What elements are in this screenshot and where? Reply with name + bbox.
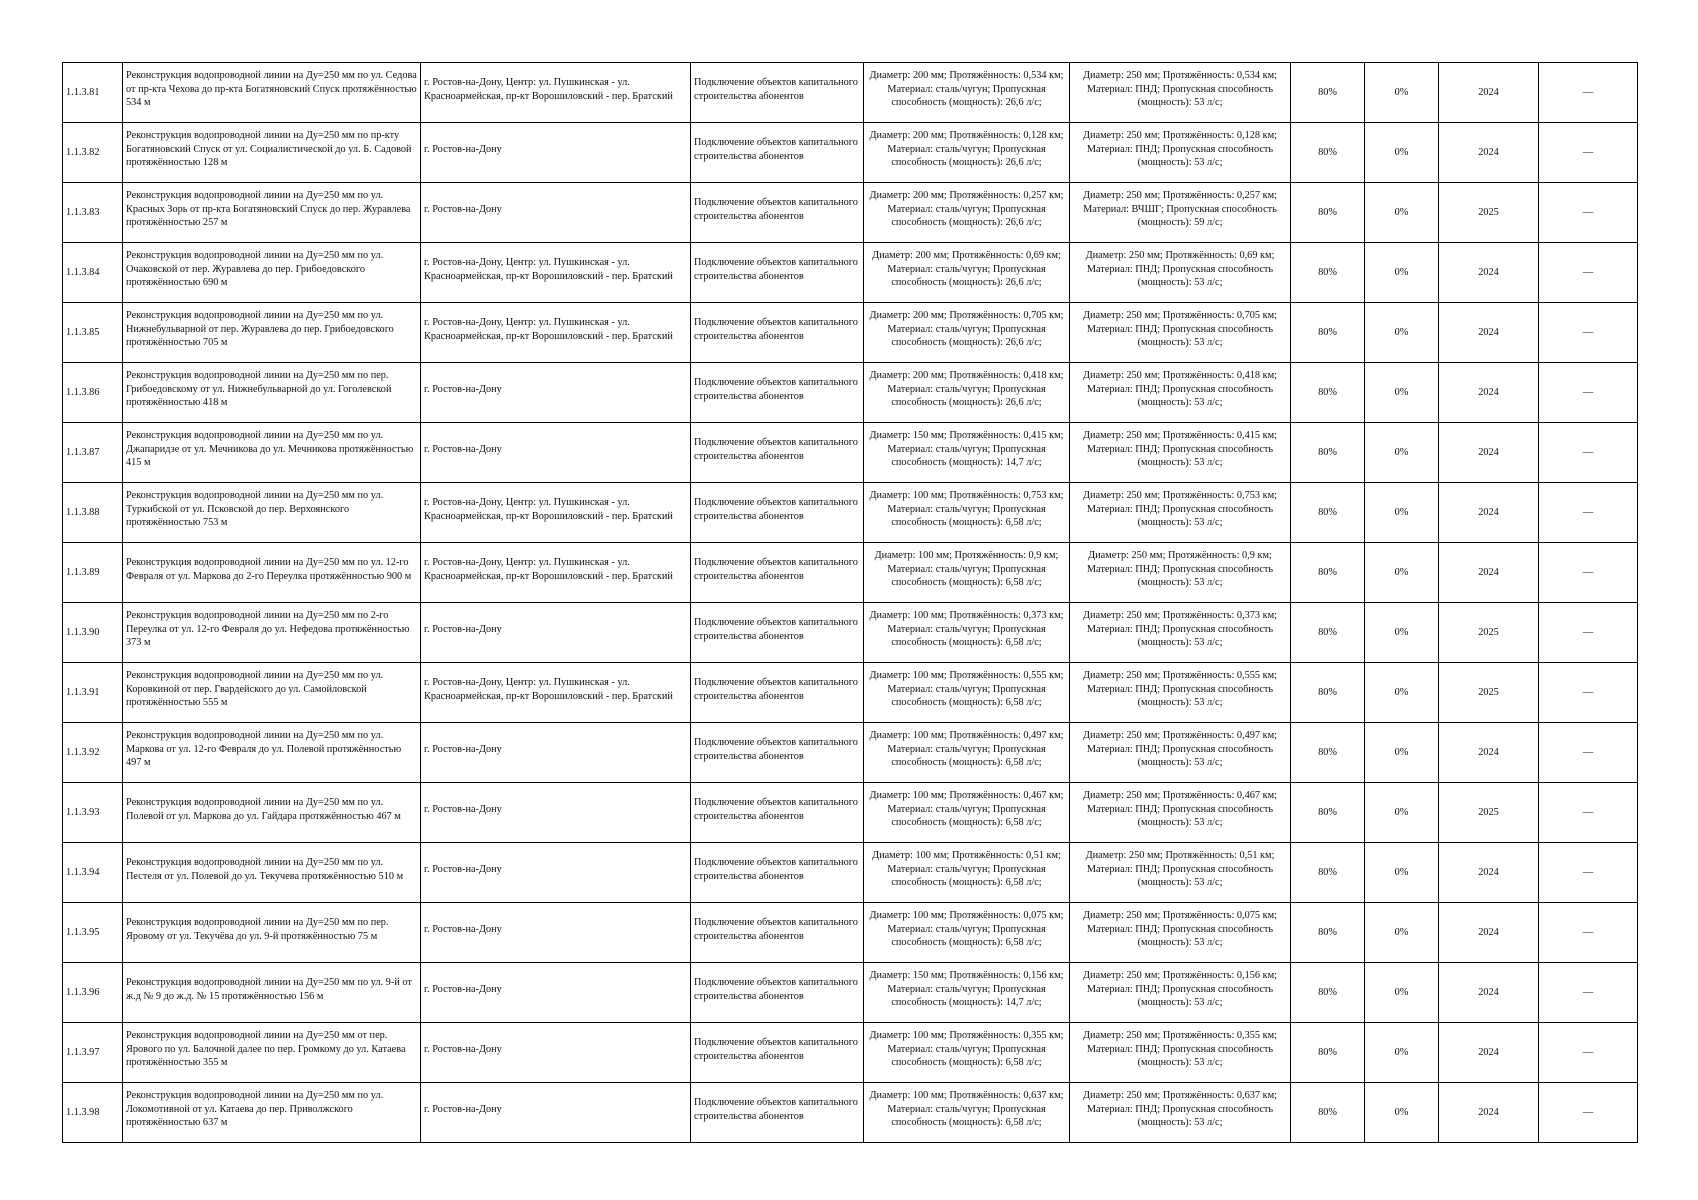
project-name-cell-text: Реконструкция водопроводной линии на Ду=250 мм по 2-го Переулка от ул. 12-го Февраля до ул. Нефедова протяжённостью 373 м — [126, 609, 410, 649]
location-cell — [421, 783, 691, 843]
purpose-cell-text: Подключение объектов капитального строительства абонентов — [694, 616, 858, 642]
after-specs-cell-text: Диаметр: 250 мм; Протяжённость: 0,373 км; Материал: ПНД; Пропускная способность (мощность): 53 л/с; — [1082, 609, 1278, 649]
wear-before-cell: 80% — [1291, 843, 1365, 903]
table-row — [63, 363, 1638, 423]
after-specs-cell-text: Диаметр: 250 мм; Протяжённость: 0,555 км; Материал: ПНД; Пропускная способность (мощность): 53 л/с; — [1082, 669, 1278, 709]
item-number-cell: 1.1.3.84 — [63, 243, 123, 303]
location-cell-text: г. Ростов-на-Дону — [424, 803, 502, 815]
before-specs-cell — [864, 183, 1070, 243]
location-cell-text: г. Ростов-на-Дону — [424, 1103, 502, 1115]
before-specs-cell — [864, 903, 1070, 963]
after-specs-cell-text: Диаметр: 250 мм; Протяжённость: 0,355 км; Материал: ПНД; Пропускная способность (мощность): 53 л/с; — [1082, 1029, 1278, 1069]
before-specs-cell — [864, 723, 1070, 783]
year-cell: 2024 — [1439, 123, 1539, 183]
wear-before-cell: 80% — [1291, 303, 1365, 363]
project-name-cell-text: Реконструкция водопроводной линии на Ду=250 мм по ул. Маркова от ул. 12-го Февраля до ул. Полевой протяжённостью 497 м — [126, 729, 402, 769]
after-specs-cell — [1070, 303, 1291, 363]
wear-before-cell: 80% — [1291, 243, 1365, 303]
after-specs-cell — [1070, 1023, 1291, 1083]
before-specs-cell-text: Диаметр: 150 мм; Протяжённость: 0,156 км; Материал: сталь/чугун; Пропускная способность (мощность): 14,7 л/с; — [869, 969, 1064, 1009]
after-specs-cell — [1070, 1083, 1291, 1143]
purpose-cell-text: Подключение объектов капитального строительства абонентов — [694, 76, 858, 102]
wear-after-cell: 0% — [1365, 663, 1439, 723]
location-cell-text: г. Ростов-на-Дону — [424, 1043, 502, 1055]
note-cell: — — [1539, 123, 1638, 183]
after-specs-cell — [1070, 903, 1291, 963]
wear-after-cell: 0% — [1365, 603, 1439, 663]
purpose-cell — [691, 123, 864, 183]
purpose-cell-text: Подключение объектов капитального строительства абонентов — [694, 856, 858, 882]
after-specs-cell-text: Диаметр: 250 мм; Протяжённость: 0,9 км; Материал: ПНД; Пропускная способность (мощность): 53 л/с; — [1086, 549, 1274, 589]
project-name-cell — [123, 783, 421, 843]
location-cell-text: г. Ростов-на-Дону, Центр: ул. Пушкинская - ул. Красноармейская, пр-кт Ворошиловский - пер. Братский — [424, 316, 673, 342]
project-name-cell-text: Реконструкция водопроводной линии на Ду=250 мм по ул. Полевой от ул. Маркова до ул. Гайдара протяжённостью 467 м — [126, 796, 401, 822]
project-name-cell — [123, 963, 421, 1023]
wear-before-cell: 80% — [1291, 363, 1365, 423]
before-specs-cell — [864, 303, 1070, 363]
table-row — [63, 843, 1638, 903]
year-cell: 2024 — [1439, 1083, 1539, 1143]
location-cell — [421, 843, 691, 903]
location-cell — [421, 1083, 691, 1143]
project-name-cell — [123, 603, 421, 663]
purpose-cell — [691, 243, 864, 303]
purpose-cell — [691, 1083, 864, 1143]
project-name-cell-text: Реконструкция водопроводной линии на Ду=250 мм по пр-кту Богатяновский Спуск от ул. Социалистической до ул. Б. Садовой протяжённостью 128 м — [126, 129, 412, 169]
note-cell: — — [1539, 363, 1638, 423]
project-name-cell — [123, 423, 421, 483]
before-specs-cell-text: Диаметр: 200 мм; Протяжённость: 0,418 км; Материал: сталь/чугун; Пропускная способность (мощность): 26,6 л/с; — [869, 369, 1064, 409]
note-cell: — — [1539, 183, 1638, 243]
item-number-cell: 1.1.3.85 — [63, 303, 123, 363]
before-specs-cell-text: Диаметр: 100 мм; Протяжённость: 0,467 км; Материал: сталь/чугун; Пропускная способность (мощность): 6,58 л/с; — [869, 789, 1064, 829]
project-name-cell — [123, 63, 421, 123]
before-specs-cell — [864, 783, 1070, 843]
wear-after-cell: 0% — [1365, 63, 1439, 123]
item-number-cell: 1.1.3.82 — [63, 123, 123, 183]
item-number-cell: 1.1.3.93 — [63, 783, 123, 843]
note-cell: — — [1539, 903, 1638, 963]
after-specs-cell — [1070, 363, 1291, 423]
after-specs-cell-text: Диаметр: 250 мм; Протяжённость: 0,753 км; Материал: ПНД; Пропускная способность (мощность): 53 л/с; — [1082, 489, 1278, 529]
after-specs-cell — [1070, 603, 1291, 663]
location-cell — [421, 63, 691, 123]
wear-after-cell: 0% — [1365, 1023, 1439, 1083]
table-row — [63, 1083, 1638, 1143]
item-number-cell: 1.1.3.98 — [63, 1083, 123, 1143]
wear-after-cell: 0% — [1365, 423, 1439, 483]
project-name-cell — [123, 723, 421, 783]
after-specs-cell — [1070, 423, 1291, 483]
purpose-cell — [691, 363, 864, 423]
project-name-cell — [123, 123, 421, 183]
after-specs-cell — [1070, 843, 1291, 903]
note-cell: — — [1539, 963, 1638, 1023]
note-cell: — — [1539, 723, 1638, 783]
purpose-cell — [691, 783, 864, 843]
item-number-cell: 1.1.3.81 — [63, 63, 123, 123]
location-cell — [421, 723, 691, 783]
item-number-cell: 1.1.3.87 — [63, 423, 123, 483]
note-cell: — — [1539, 1083, 1638, 1143]
location-cell-text: г. Ростов-на-Дону — [424, 443, 502, 455]
wear-after-cell: 0% — [1365, 483, 1439, 543]
note-cell: — — [1539, 603, 1638, 663]
after-specs-cell-text: Диаметр: 250 мм; Протяжённость: 0,497 км; Материал: ПНД; Пропускная способность (мощность): 53 л/с; — [1082, 729, 1278, 769]
after-specs-cell — [1070, 483, 1291, 543]
after-specs-cell — [1070, 243, 1291, 303]
wear-before-cell: 80% — [1291, 543, 1365, 603]
after-specs-cell — [1070, 663, 1291, 723]
location-cell-text: г. Ростов-на-Дону — [424, 203, 502, 215]
wear-after-cell: 0% — [1365, 243, 1439, 303]
location-cell-text: г. Ростов-на-Дону — [424, 143, 502, 155]
after-specs-cell-text: Диаметр: 250 мм; Протяжённость: 0,51 км; Материал: ПНД; Пропускная способность (мощность): 53 л/с; — [1085, 849, 1275, 889]
year-cell: 2025 — [1439, 663, 1539, 723]
purpose-cell-text: Подключение объектов капитального строительства абонентов — [694, 196, 858, 222]
purpose-cell-text: Подключение объектов капитального строительства абонентов — [694, 1096, 858, 1122]
purpose-cell — [691, 1023, 864, 1083]
table-row — [63, 783, 1638, 843]
project-name-cell — [123, 543, 421, 603]
year-cell: 2025 — [1439, 183, 1539, 243]
after-specs-cell-text: Диаметр: 250 мм; Протяжённость: 0,156 км; Материал: ПНД; Пропускная способность (мощность): 53 л/с; — [1082, 969, 1278, 1009]
location-cell — [421, 963, 691, 1023]
project-name-cell — [123, 663, 421, 723]
project-name-cell — [123, 903, 421, 963]
project-name-cell — [123, 843, 421, 903]
location-cell-text: г. Ростов-на-Дону — [424, 923, 502, 935]
item-number-cell: 1.1.3.86 — [63, 363, 123, 423]
purpose-cell-text: Подключение объектов капитального строительства абонентов — [694, 436, 858, 462]
year-cell: 2024 — [1439, 243, 1539, 303]
table-row — [63, 183, 1638, 243]
table-body — [63, 63, 1638, 1143]
location-cell-text: г. Ростов-на-Дону — [424, 623, 502, 635]
note-cell: — — [1539, 1023, 1638, 1083]
location-cell — [421, 423, 691, 483]
wear-after-cell: 0% — [1365, 963, 1439, 1023]
table-row — [63, 1023, 1638, 1083]
wear-after-cell: 0% — [1365, 543, 1439, 603]
before-specs-cell — [864, 1083, 1070, 1143]
purpose-cell — [691, 423, 864, 483]
table-row — [63, 603, 1638, 663]
project-name-cell-text: Реконструкция водопроводной линии на Ду=250 мм по ул. Локомотивной от ул. Катаева до пер. Приволжского протяжённостью 637 м — [126, 1089, 384, 1129]
project-name-cell — [123, 1083, 421, 1143]
before-specs-cell-text: Диаметр: 100 мм; Протяжённость: 0,9 км; Материал: сталь/чугун; Пропускная способность (мощность): 6,58 л/с; — [874, 549, 1059, 589]
note-cell: — — [1539, 543, 1638, 603]
purpose-cell — [691, 723, 864, 783]
year-cell: 2024 — [1439, 483, 1539, 543]
location-cell — [421, 903, 691, 963]
project-name-cell — [123, 363, 421, 423]
item-number-cell: 1.1.3.95 — [63, 903, 123, 963]
wear-before-cell: 80% — [1291, 423, 1365, 483]
location-cell — [421, 1023, 691, 1083]
before-specs-cell — [864, 423, 1070, 483]
after-specs-cell-text: Диаметр: 250 мм; Протяжённость: 0,257 км; Материал: ВЧШГ; Пропускная способность (мощность): 59 л/с; — [1082, 189, 1278, 229]
project-name-cell-text: Реконструкция водопроводной линии на Ду=250 мм по ул. Туркибской от ул. Псковской до пер. Верхоянского протяжённостью 753 м — [126, 489, 384, 529]
location-cell-text: г. Ростов-на-Дону, Центр: ул. Пушкинская - ул. Красноармейская, пр-кт Ворошиловский - пер. Братский — [424, 676, 673, 702]
after-specs-cell — [1070, 543, 1291, 603]
before-specs-cell-text: Диаметр: 200 мм; Протяжённость: 0,69 км; Материал: сталь/чугун; Пропускная способность (мощность): 26,6 л/с; — [872, 249, 1061, 289]
wear-after-cell: 0% — [1365, 783, 1439, 843]
project-name-cell-text: Реконструкция водопроводной линии на Ду=250 мм по пер. Яровому от ул. Текучёва до ул. 9-й протяжённостью 75 м — [126, 916, 389, 942]
note-cell: — — [1539, 63, 1638, 123]
purpose-cell — [691, 183, 864, 243]
year-cell: 2024 — [1439, 903, 1539, 963]
before-specs-cell-text: Диаметр: 150 мм; Протяжённость: 0,415 км; Материал: сталь/чугун; Пропускная способность (мощность): 14,7 л/с; — [869, 429, 1064, 469]
location-cell — [421, 543, 691, 603]
purpose-cell — [691, 63, 864, 123]
purpose-cell-text: Подключение объектов капитального строительства абонентов — [694, 256, 858, 282]
wear-before-cell: 80% — [1291, 963, 1365, 1023]
wear-after-cell: 0% — [1365, 363, 1439, 423]
location-cell — [421, 663, 691, 723]
wear-before-cell: 80% — [1291, 783, 1365, 843]
location-cell — [421, 183, 691, 243]
wear-before-cell: 80% — [1291, 483, 1365, 543]
project-name-cell-text: Реконструкция водопроводной линии на Ду=250 мм по ул. Пестеля от ул. Полевой до ул. Текучева протяжённостью 510 м — [126, 856, 404, 882]
before-specs-cell-text: Диаметр: 200 мм; Протяжённость: 0,705 км; Материал: сталь/чугун; Пропускная способность (мощность): 26,6 л/с; — [869, 309, 1064, 349]
location-cell — [421, 123, 691, 183]
item-number-cell: 1.1.3.89 — [63, 543, 123, 603]
note-cell: — — [1539, 483, 1638, 543]
wear-before-cell: 80% — [1291, 1083, 1365, 1143]
before-specs-cell — [864, 243, 1070, 303]
location-cell-text: г. Ростов-на-Дону — [424, 983, 502, 995]
before-specs-cell-text: Диаметр: 100 мм; Протяжённость: 0,075 км; Материал: сталь/чугун; Пропускная способность (мощность): 6,58 л/с; — [869, 909, 1064, 949]
table-row — [63, 963, 1638, 1023]
wear-after-cell: 0% — [1365, 1083, 1439, 1143]
purpose-cell-text: Подключение объектов капитального строительства абонентов — [694, 316, 858, 342]
wear-after-cell: 0% — [1365, 903, 1439, 963]
after-specs-cell-text: Диаметр: 250 мм; Протяжённость: 0,637 км; Материал: ПНД; Пропускная способность (мощность): 53 л/с; — [1082, 1089, 1278, 1129]
location-cell-text: г. Ростов-на-Дону, Центр: ул. Пушкинская - ул. Красноармейская, пр-кт Ворошиловский - пер. Братский — [424, 556, 673, 582]
before-specs-cell-text: Диаметр: 100 мм; Протяжённость: 0,51 км; Материал: сталь/чугун; Пропускная способность (мощность): 6,58 л/с; — [872, 849, 1061, 889]
project-name-cell-text: Реконструкция водопроводной линии на Ду=250 мм от пер. Ярового по ул. Балочной далее по пер. Громкому до ул. Катаева протяжённостью 355 м — [126, 1029, 406, 1069]
location-cell-text: г. Ростов-на-Дону — [424, 743, 502, 755]
note-cell: — — [1539, 663, 1638, 723]
purpose-cell-text: Подключение объектов капитального строительства абонентов — [694, 496, 858, 522]
purpose-cell — [691, 543, 864, 603]
location-cell — [421, 483, 691, 543]
purpose-cell-text: Подключение объектов капитального строительства абонентов — [694, 136, 858, 162]
before-specs-cell-text: Диаметр: 100 мм; Протяжённость: 0,373 км; Материал: сталь/чугун; Пропускная способность (мощность): 6,58 л/с; — [869, 609, 1064, 649]
item-number-cell: 1.1.3.97 — [63, 1023, 123, 1083]
purpose-cell-text: Подключение объектов капитального строительства абонентов — [694, 376, 858, 402]
item-number-cell: 1.1.3.83 — [63, 183, 123, 243]
item-number-cell: 1.1.3.94 — [63, 843, 123, 903]
project-name-cell-text: Реконструкция водопроводной линии на Ду=250 мм по ул. Коровкиной от пер. Гвардейского до ул. Самойловской протяжённостью 555 м — [126, 669, 384, 709]
purpose-cell-text: Подключение объектов капитального строительства абонентов — [694, 976, 858, 1002]
year-cell: 2024 — [1439, 423, 1539, 483]
before-specs-cell — [864, 363, 1070, 423]
after-specs-cell-text: Диаметр: 250 мм; Протяжённость: 0,69 км; Материал: ПНД; Пропускная способность (мощность): 53 л/с; — [1085, 249, 1275, 289]
year-cell: 2024 — [1439, 1023, 1539, 1083]
after-specs-cell — [1070, 963, 1291, 1023]
project-name-cell-text: Реконструкция водопроводной линии на Ду=250 мм по пер. Грибоедовскому от ул. Нижнебульварной до ул. Гоголевской протяжённостью 418 м — [126, 369, 392, 409]
project-name-cell — [123, 483, 421, 543]
project-name-cell — [123, 303, 421, 363]
wear-before-cell: 80% — [1291, 63, 1365, 123]
table-row — [63, 423, 1638, 483]
table-row — [63, 903, 1638, 963]
after-specs-cell-text: Диаметр: 250 мм; Протяжённость: 0,418 км; Материал: ПНД; Пропускная способность (мощность): 53 л/с; — [1082, 369, 1278, 409]
project-name-cell-text: Реконструкция водопроводной линии на Ду=250 мм по ул. 9-й от ж.д № 9 до ж.д. № 15 протяжённостью 156 м — [126, 976, 412, 1002]
table-row — [63, 63, 1638, 123]
before-specs-cell — [864, 963, 1070, 1023]
project-name-cell — [123, 183, 421, 243]
after-specs-cell — [1070, 183, 1291, 243]
year-cell: 2024 — [1439, 723, 1539, 783]
location-cell-text: г. Ростов-на-Дону, Центр: ул. Пушкинская - ул. Красноармейская, пр-кт Ворошиловский - пер. Братский — [424, 76, 673, 102]
year-cell: 2025 — [1439, 783, 1539, 843]
before-specs-cell-text: Диаметр: 100 мм; Протяжённость: 0,355 км; Материал: сталь/чугун; Пропускная способность (мощность): 6,58 л/с; — [869, 1029, 1064, 1069]
purpose-cell — [691, 903, 864, 963]
location-cell — [421, 243, 691, 303]
after-specs-cell — [1070, 723, 1291, 783]
location-cell-text: г. Ростов-на-Дону, Центр: ул. Пушкинская - ул. Красноармейская, пр-кт Ворошиловский - пер. Братский — [424, 496, 673, 522]
purpose-cell-text: Подключение объектов капитального строительства абонентов — [694, 1036, 858, 1062]
wear-before-cell: 80% — [1291, 123, 1365, 183]
table-row — [63, 483, 1638, 543]
purpose-cell — [691, 663, 864, 723]
table-row — [63, 243, 1638, 303]
wear-before-cell: 80% — [1291, 903, 1365, 963]
year-cell: 2025 — [1439, 603, 1539, 663]
after-specs-cell-text: Диаметр: 250 мм; Протяжённость: 0,467 км; Материал: ПНД; Пропускная способность (мощность): 53 л/с; — [1082, 789, 1278, 829]
before-specs-cell — [864, 63, 1070, 123]
before-specs-cell — [864, 843, 1070, 903]
year-cell: 2024 — [1439, 843, 1539, 903]
wear-after-cell: 0% — [1365, 183, 1439, 243]
wear-before-cell: 80% — [1291, 663, 1365, 723]
location-cell-text: г. Ростов-на-Дону — [424, 383, 502, 395]
before-specs-cell-text: Диаметр: 100 мм; Протяжённость: 0,497 км; Материал: сталь/чугун; Пропускная способность (мощность): 6,58 л/с; — [869, 729, 1064, 769]
note-cell: — — [1539, 783, 1638, 843]
before-specs-cell-text: Диаметр: 100 мм; Протяжённость: 0,555 км; Материал: сталь/чугун; Пропускная способность (мощность): 6,58 л/с; — [869, 669, 1064, 709]
table-row — [63, 543, 1638, 603]
note-cell: — — [1539, 423, 1638, 483]
location-cell — [421, 363, 691, 423]
note-cell: — — [1539, 243, 1638, 303]
before-specs-cell — [864, 543, 1070, 603]
table-row — [63, 303, 1638, 363]
year-cell: 2024 — [1439, 543, 1539, 603]
item-number-cell: 1.1.3.91 — [63, 663, 123, 723]
purpose-cell-text: Подключение объектов капитального строительства абонентов — [694, 916, 858, 942]
table-row — [63, 723, 1638, 783]
wear-before-cell: 80% — [1291, 1023, 1365, 1083]
note-cell: — — [1539, 843, 1638, 903]
year-cell: 2024 — [1439, 303, 1539, 363]
before-specs-cell — [864, 483, 1070, 543]
project-name-cell — [123, 243, 421, 303]
before-specs-cell-text: Диаметр: 100 мм; Протяжённость: 0,637 км; Материал: сталь/чугун; Пропускная способность (мощность): 6,58 л/с; — [869, 1089, 1064, 1129]
after-specs-cell — [1070, 63, 1291, 123]
year-cell: 2024 — [1439, 63, 1539, 123]
wear-after-cell: 0% — [1365, 123, 1439, 183]
table-row — [63, 123, 1638, 183]
project-name-cell-text: Реконструкция водопроводной линии на Ду=250 мм по ул. Седова от пр-кта Чехова до пр-кта Богатяновский Спуск протяжённостью 534 м — [126, 69, 417, 109]
before-specs-cell-text: Диаметр: 200 мм; Протяжённость: 0,257 км; Материал: сталь/чугун; Пропускная способность (мощность): 26,6 л/с; — [869, 189, 1064, 229]
wear-before-cell: 80% — [1291, 723, 1365, 783]
project-name-cell-text: Реконструкция водопроводной линии на Ду=250 мм по ул. Красных Зорь от пр-кта Богатяновский Спуск до пер. Журавлева протяжённостью 257 м — [126, 189, 411, 229]
item-number-cell: 1.1.3.90 — [63, 603, 123, 663]
year-cell: 2024 — [1439, 363, 1539, 423]
after-specs-cell-text: Диаметр: 250 мм; Протяжённость: 0,534 км; Материал: ПНД; Пропускная способность (мощность): 53 л/с; — [1082, 69, 1278, 109]
location-cell-text: г. Ростов-на-Дону, Центр: ул. Пушкинская - ул. Красноармейская, пр-кт Ворошиловский - пер. Братский — [424, 256, 673, 282]
wear-before-cell: 80% — [1291, 183, 1365, 243]
projects-table — [62, 62, 1638, 1143]
project-name-cell — [123, 1023, 421, 1083]
purpose-cell — [691, 843, 864, 903]
after-specs-cell-text: Диаметр: 250 мм; Протяжённость: 0,705 км; Материал: ПНД; Пропускная способность (мощность): 53 л/с; — [1082, 309, 1278, 349]
after-specs-cell-text: Диаметр: 250 мм; Протяжённость: 0,075 км; Материал: ПНД; Пропускная способность (мощность): 53 л/с; — [1082, 909, 1278, 949]
year-cell: 2024 — [1439, 963, 1539, 1023]
purpose-cell-text: Подключение объектов капитального строительства абонентов — [694, 556, 858, 582]
project-name-cell-text: Реконструкция водопроводной линии на Ду=250 мм по ул. 12-го Февраля от ул. Маркова до 2-го Переулка протяжённостью 900 м — [126, 556, 412, 582]
table-row — [63, 663, 1638, 723]
purpose-cell — [691, 603, 864, 663]
before-specs-cell-text: Диаметр: 100 мм; Протяжённость: 0,753 км; Материал: сталь/чугун; Пропускная способность (мощность): 6,58 л/с; — [869, 489, 1064, 529]
project-name-cell-text: Реконструкция водопроводной линии на Ду=250 мм по ул. Очаковской от пер. Журавлева до пер. Грибоедовского протяжённостью 690 м — [126, 249, 384, 289]
purpose-cell — [691, 483, 864, 543]
wear-after-cell: 0% — [1365, 303, 1439, 363]
wear-after-cell: 0% — [1365, 843, 1439, 903]
before-specs-cell — [864, 1023, 1070, 1083]
after-specs-cell — [1070, 123, 1291, 183]
after-specs-cell-text: Диаметр: 250 мм; Протяжённость: 0,415 км; Материал: ПНД; Пропускная способность (мощность): 53 л/с; — [1082, 429, 1278, 469]
after-specs-cell — [1070, 783, 1291, 843]
before-specs-cell — [864, 663, 1070, 723]
item-number-cell: 1.1.3.96 — [63, 963, 123, 1023]
purpose-cell-text: Подключение объектов капитального строительства абонентов — [694, 676, 858, 702]
location-cell-text: г. Ростов-на-Дону — [424, 863, 502, 875]
note-cell: — — [1539, 303, 1638, 363]
project-name-cell-text: Реконструкция водопроводной линии на Ду=250 мм по ул. Нижнебульварной от пер. Журавлева до пер. Грибоедовского протяжённостью 705 м — [126, 309, 394, 349]
before-specs-cell — [864, 603, 1070, 663]
location-cell — [421, 303, 691, 363]
item-number-cell: 1.1.3.88 — [63, 483, 123, 543]
wear-after-cell: 0% — [1365, 723, 1439, 783]
after-specs-cell-text: Диаметр: 250 мм; Протяжённость: 0,128 км; Материал: ПНД; Пропускная способность (мощность): 53 л/с; — [1082, 129, 1278, 169]
before-specs-cell — [864, 123, 1070, 183]
before-specs-cell-text: Диаметр: 200 мм; Протяжённость: 0,534 км; Материал: сталь/чугун; Пропускная способность (мощность): 26,6 л/с; — [869, 69, 1064, 109]
purpose-cell-text: Подключение объектов капитального строительства абонентов — [694, 736, 858, 762]
location-cell — [421, 603, 691, 663]
before-specs-cell-text: Диаметр: 200 мм; Протяжённость: 0,128 км; Материал: сталь/чугун; Пропускная способность (мощность): 26,6 л/с; — [869, 129, 1064, 169]
purpose-cell — [691, 303, 864, 363]
purpose-cell-text: Подключение объектов капитального строительства абонентов — [694, 796, 858, 822]
wear-before-cell: 80% — [1291, 603, 1365, 663]
item-number-cell: 1.1.3.92 — [63, 723, 123, 783]
purpose-cell — [691, 963, 864, 1023]
project-name-cell-text: Реконструкция водопроводной линии на Ду=250 мм по ул. Джапаридзе от ул. Мечникова до ул. Мечникова протяжённостью 415 м — [126, 429, 414, 469]
